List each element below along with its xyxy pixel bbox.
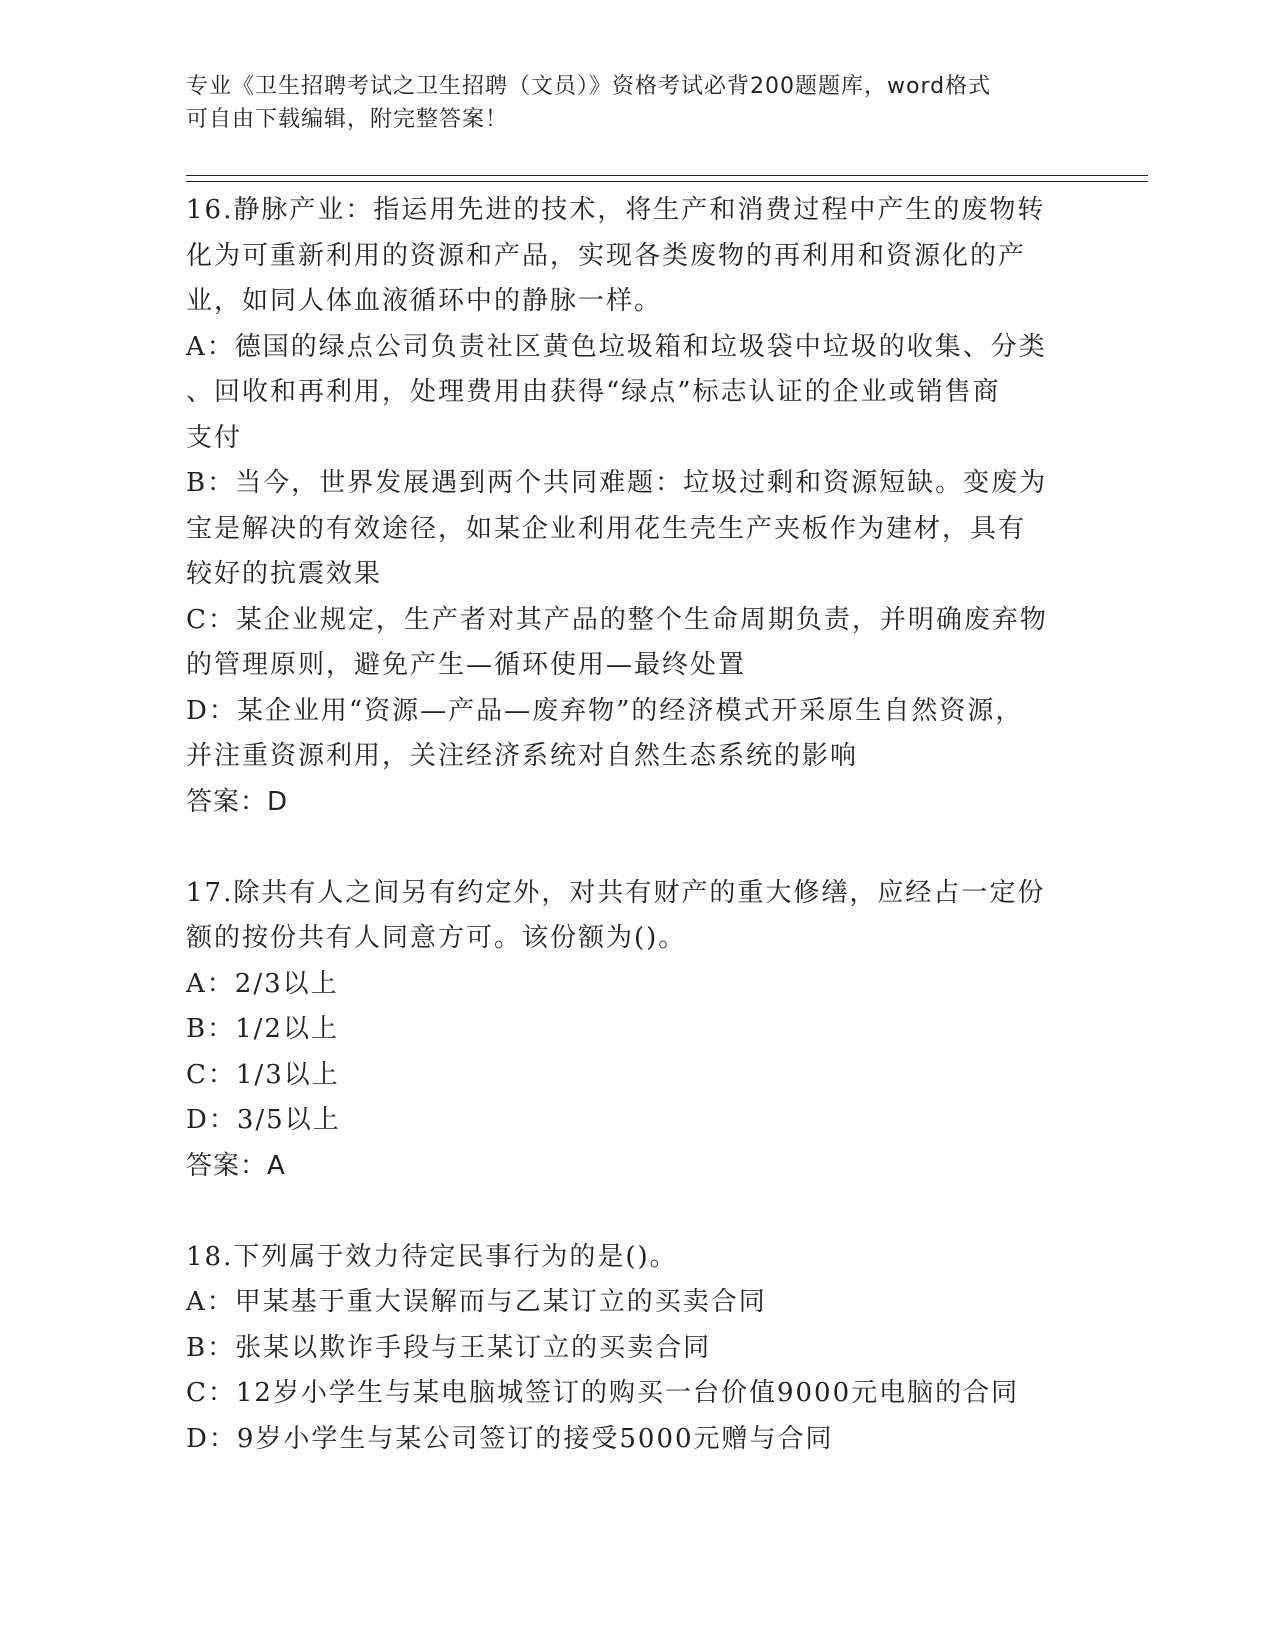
option-b-line: B：张某以欺诈手段与王某订立的买卖合同 bbox=[186, 1332, 712, 1363]
option-c-line: 的管理原则，避免产生—循环使用—最终处置 bbox=[186, 650, 747, 680]
option-b-line: 较好的抗震效果 bbox=[186, 559, 383, 589]
option-d-line: D：某企业用“资源—产品—废弃物”的经济模式开采原生自然资源， bbox=[186, 695, 1024, 726]
option-b-line: 宝是解决的有效途径，如某企业利用花生壳生产夹板作为建材，具有 bbox=[186, 513, 1027, 544]
answer-line: 答案：D bbox=[186, 786, 289, 817]
option-a-line: A：甲某基于重大误解而与乙某订立的买卖合同 bbox=[186, 1287, 767, 1317]
option-a-line: 支付 bbox=[186, 422, 243, 453]
question-line: 额的按份共有人同意方可。该份额为()。 bbox=[186, 923, 687, 953]
option-a-line: 、回收和再利用，处理费用由获得“绿点”标志认证的企业或销售商 bbox=[186, 377, 1001, 407]
question-line: 16.静脉产业：指运用先进的技术，将生产和消费过程中产生的废物转 bbox=[186, 195, 1046, 225]
question-line: 业，如同人体血液循环中的静脉一样。 bbox=[186, 286, 663, 316]
question-line: 化为可重新利用的资源和产品，实现各类废物的再利用和资源化的产 bbox=[186, 240, 1027, 271]
question-list bbox=[186, 188, 1086, 1462]
option-a-line: A：2/3以上 bbox=[186, 968, 339, 999]
option-c-line: C：某企业规定，生产者对其产品的整个生命周期负责，并明确废弃物 bbox=[186, 604, 1048, 635]
document-header bbox=[186, 70, 1066, 136]
option-c-line: C：1/3以上 bbox=[186, 1059, 340, 1090]
option-b-line: B：当今，世界发展遇到两个共同难题：垃圾过剩和资源短缺。变废为 bbox=[186, 468, 1048, 498]
option-d-line: D：3/5以上 bbox=[186, 1105, 341, 1135]
question-line: 18.下列属于效力待定民事行为的是()。 bbox=[186, 1241, 678, 1272]
question-spacer bbox=[186, 1189, 1086, 1235]
header-rule-top bbox=[186, 175, 1148, 176]
option-d-line: D：9岁小学生与某公司签订的接受5000元赠与合同 bbox=[186, 1423, 834, 1454]
option-c-line: C：12岁小学生与某电脑城签订的购买一台价值9000元电脑的合同 bbox=[186, 1378, 1020, 1408]
header-rule-bottom bbox=[186, 181, 1148, 182]
option-b-line: B：1/2以上 bbox=[186, 1014, 339, 1044]
question-spacer bbox=[186, 825, 1086, 871]
header-line-2: 可自由下载编辑，附完整答案！ bbox=[186, 107, 509, 132]
question-line: 17.除共有人之间另有约定外，对共有财产的重大修缮，应经占一定份 bbox=[186, 877, 1046, 908]
answer-line: 答案：A bbox=[186, 1150, 286, 1181]
question-17 bbox=[186, 871, 1086, 1190]
option-d-line: 并注重资源利用，关注经济系统对自然生态系统的影响 bbox=[186, 741, 859, 771]
option-a-line: A：德国的绿点公司负责社区黄色垃圾箱和垃圾袋中垃圾的收集、分类 bbox=[186, 331, 1047, 362]
header-line-1: 专业《卫生招聘考试之卫生招聘（文员）》资格考试必背200题题库，word格式 bbox=[186, 74, 992, 99]
question-18 bbox=[186, 1235, 1086, 1463]
question-16 bbox=[186, 188, 1086, 825]
